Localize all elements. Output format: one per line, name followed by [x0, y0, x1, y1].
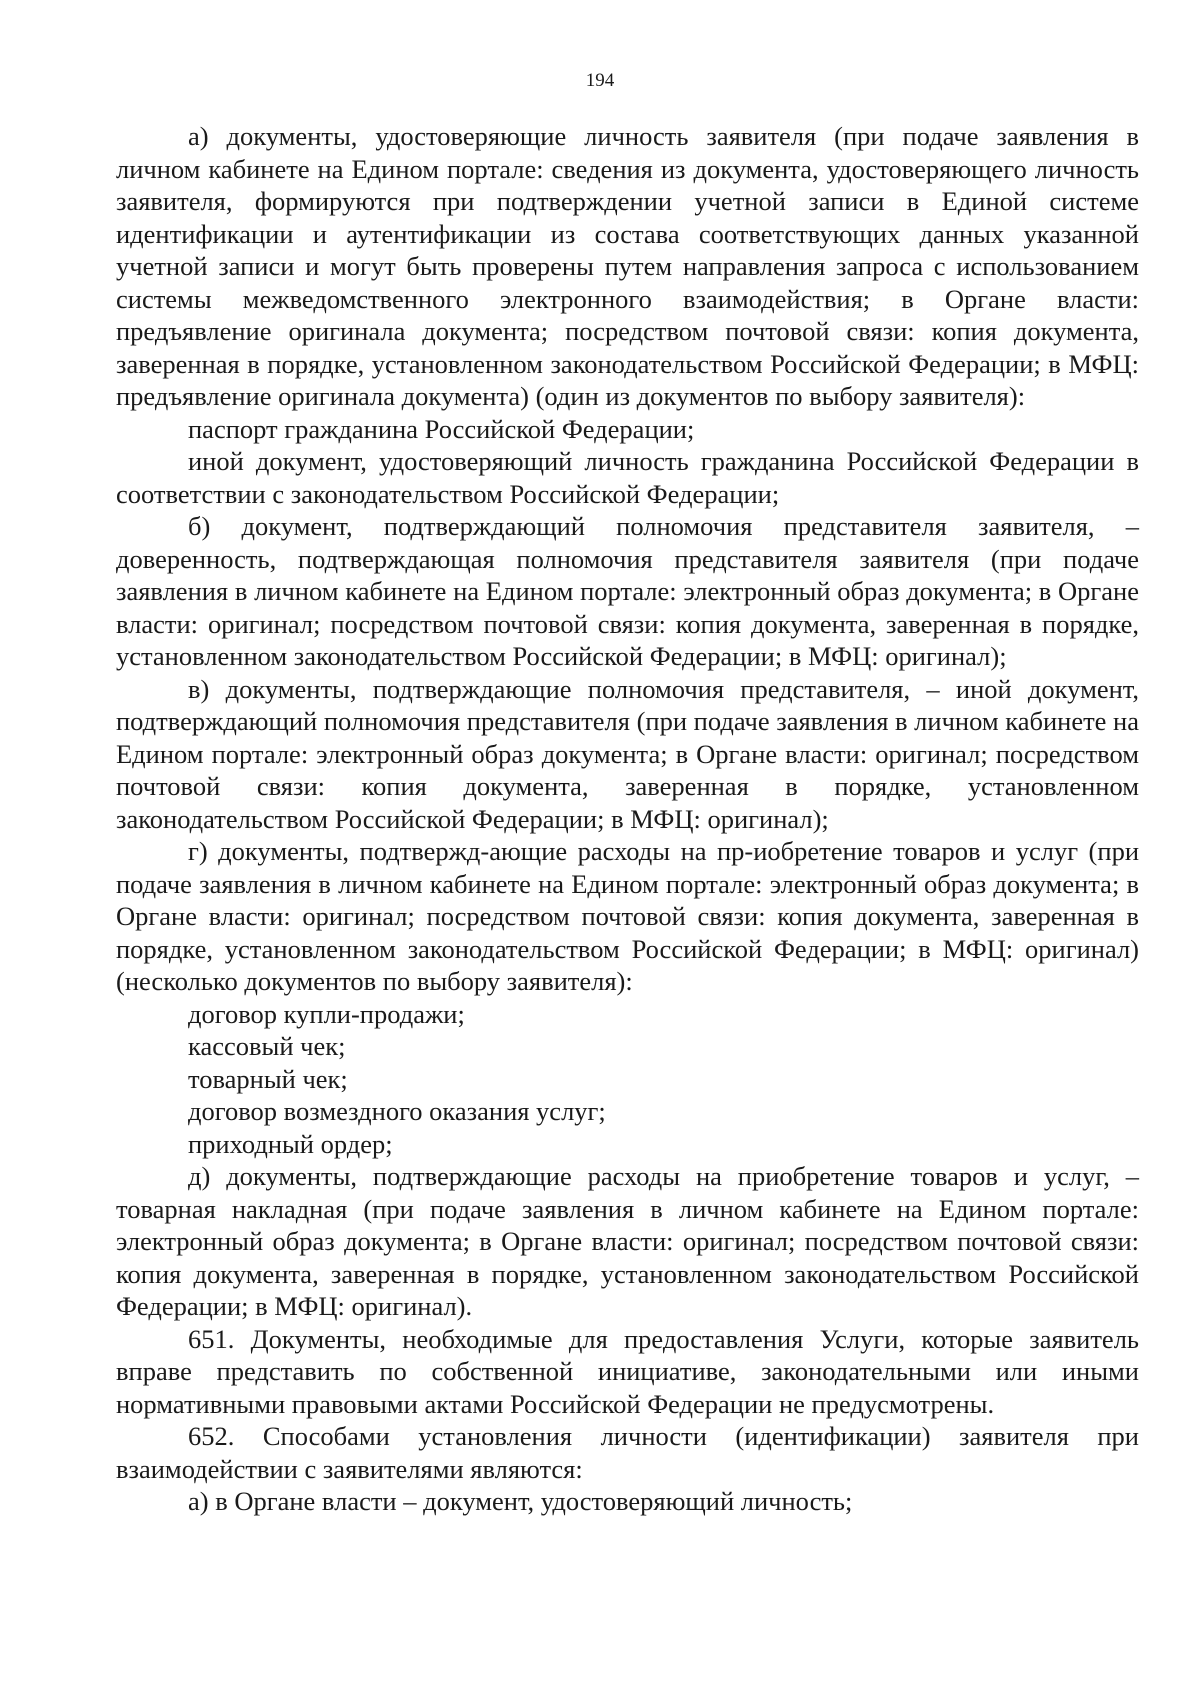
paragraph-b-power-of-attorney: б) документ, подтверждающий полномочия представителя заявителя, – доверенность, подтверждающая полномочия представителя заявителя (при подаче заявления в личном кабинете на Едином портале: электронный образ документа; в Органе власти: оригинал; посредством почтовой связи: копия документа, заверенная в порядке, установленном законодательством Российской Федерации; в МФЦ: оригинал); [116, 511, 1139, 671]
paragraph-v-representative-documents: в) документы, подтверждающие полномочия представителя, – иной документ, подтверждающий полномочия представителя (при подаче заявления в личном кабинете на Едином портале: электронный образ документа; в Органе власти: оригинал; посредством почтовой связи: копия документа, заверенная в порядке, установленном законодательством Российской Федерации; в МФЦ: оригинал); [116, 673, 1139, 834]
list-item-services-contract: договор возмездного оказания услуг; [188, 1096, 606, 1126]
paragraph-652-a: а) в Органе власти – документ, удостоверяющий личность; [188, 1486, 853, 1516]
list-item-sales-contract: договор купли-продажи; [188, 998, 465, 1029]
list-item-passport: паспорт гражданина Российской Федерации; [188, 413, 695, 444]
paragraph-g-expense-documents: г) документы, подтвержд-ающие расходы на пр-иобретение товаров и услуг (при подаче заявления в личном кабинете на Едином портале: электронный образ документа; в Органе власти: оригинал; посредством почтовой связи: копия документа, заверенная в порядке, установленном законодательством Российской Федерации; в МФЦ: оригинал) (несколько документов по выбору заявителя): [116, 836, 1139, 996]
list-item-cash-receipt: кассовый чек; [188, 1031, 346, 1061]
paragraph-652: 652. Способами установления личности (идентификации) заявителя при взаимодействии с заявителями являются: [116, 1421, 1139, 1484]
paragraph-a-identity-documents: а) документы, удостоверяющие личность заявителя (при подаче заявления в личном кабинете на Едином портале: сведения из документа, удостоверяющего личность заявителя, формируются при подтверждении учетной записи в Единой системе идентификации и аутентификации из состава соответствующих данных указанной учетной записи и могут быть проверены путем направления запроса с использованием системы межведомственного электронного взаимодействия; в Органе власти: предъявление оригинала документа; посредством почтовой связи: копия документа, заверенная в порядке, установленном законодательством Российской Федерации; в МФЦ: предъявление оригинала документа) (один из документов по выбору заявителя): [116, 121, 1139, 411]
list-item-receipt-order: приходный ордер; [188, 1128, 393, 1159]
list-item-sales-receipt: товарный чек; [188, 1063, 348, 1094]
paragraph-d-waybill: д) документы, подтверждающие расходы на приобретение товаров и услуг, – товарная накладная (при подаче заявления в личном кабинете на Едином портале: электронный образ документа; в Органе власти: оригинал; посредством почтовой связи: копия документа, заверенная в порядке, установленном законодательством Российской Федерации; в МФЦ: оригинал). [116, 1161, 1139, 1321]
paragraph-651: 651. Документы, необходимые для предоставления Услуги, которые заявитель вправе представить по собственной инициативе, законодательными или иными нормативными правовыми актами Российской Федерации не предусмотрены. [116, 1323, 1139, 1419]
list-item-other-identity-document: иной документ, удостоверяющий личность гражданина Российской Федерации в соответствии с законодательством Российской Федерации; [116, 446, 1139, 509]
page-number: 194 [585, 70, 615, 91]
document-body [116, 120, 1139, 1518]
